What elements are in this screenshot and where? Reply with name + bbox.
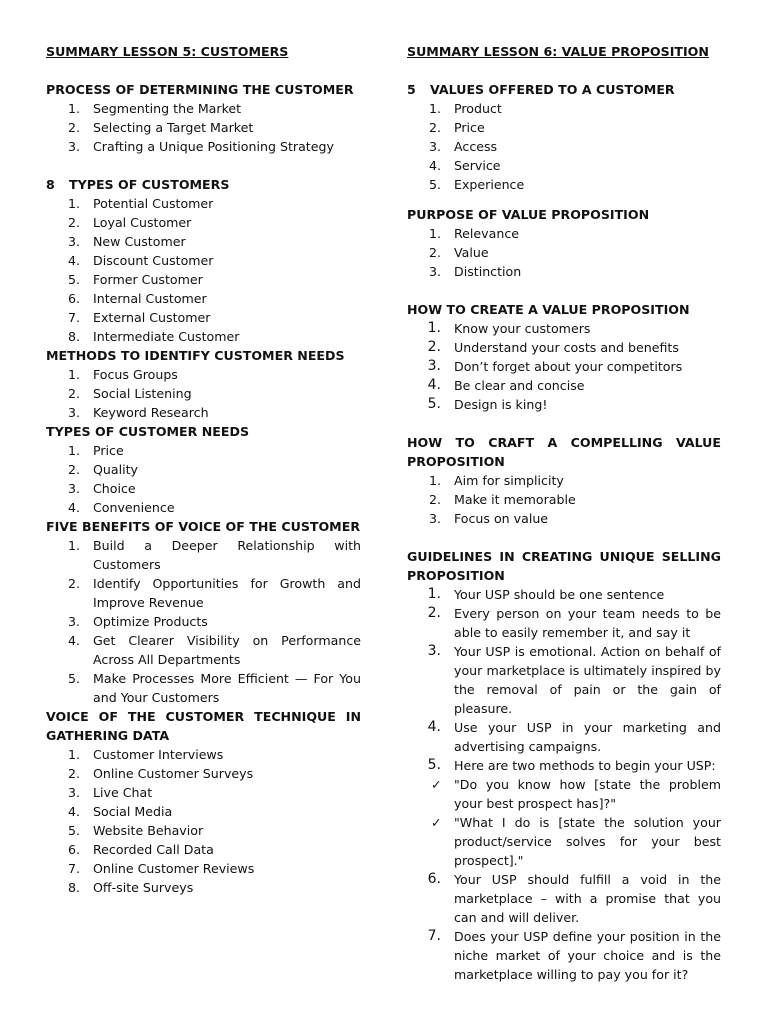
list-item: 3. Access [428,139,498,154]
section-heading: PROCESS OF DETERMINING THE CUSTOMER [46,82,354,97]
list-item: 4. Get Clearer Visibility on Performance Across All Departments [67,633,361,667]
list-item: 4. Social Media [67,804,173,819]
numbered-list [46,536,361,707]
right-column [407,42,721,984]
section-heading: FIVE BENEFITS OF VOICE OF THE CUSTOMER [46,519,361,534]
list-item: 2. Online Customer Surveys [67,766,254,781]
list-item: 1. Customer Interviews [67,747,224,762]
list-item: 1. Build a Deeper Relationship with Customers [67,538,361,572]
list-item: 5. Here are two methods to begin your USP: [427,757,716,773]
list-item: 7. Does your USP define your position in the niche market of your choice and is the marketplace willing to pay you for it? [427,928,721,982]
lesson6-title: SUMMARY LESSON 6: VALUE PROPOSITION [407,44,709,59]
list-item: 1. Price [67,443,124,458]
list-item: 1. Know your customers [427,320,591,336]
list-item: 3. New Customer [67,234,186,249]
section-heading: METHODS TO IDENTIFY CUSTOMER NEEDS [46,348,345,363]
list-item: 3. Optimize Products [67,614,208,629]
list-item: 1. Your USP should be one sentence [427,586,665,602]
list-item: 5. Former Customer [67,272,203,287]
numbered-list [407,471,721,528]
list-item: 4. Discount Customer [67,253,214,268]
list-item: 1. Relevance [428,226,520,241]
list-item: 5. Experience [428,177,525,192]
numbered-list [46,99,361,156]
list-item: 1. Segmenting the Market [67,101,242,116]
list-item: 3. Your USP is emotional. Action on behalf of your marketplace is ultimately inspired by the removal of pain or the gain of pleasure. [427,643,721,716]
list-item: 2. Selecting a Target Market [67,120,254,135]
list-item: 2. Quality [67,462,139,477]
list-item: 6. Recorded Call Data [67,842,214,857]
section-heading: TYPES OF CUSTOMER NEEDS [46,424,250,439]
numbered-list [46,365,361,422]
lesson5-title: SUMMARY LESSON 5: CUSTOMERS [46,44,289,59]
list-item: 3. Keyword Research [67,405,209,420]
list-item: ✓ "What I do is [state the solution your product/service solves for your best prospect]." [431,815,721,868]
numbered-list [46,745,361,897]
list-item: 8. Intermediate Customer [67,329,240,344]
section-heading: HOW TO CRAFT A COMPELLING VALUE PROPOSITION [407,435,721,469]
list-item: 2. Loyal Customer [67,215,192,230]
list-item: 7. Online Customer Reviews [67,861,255,876]
list-item: 1. Aim for simplicity [428,473,564,488]
list-item: 4. Use your USP in your marketing and advertising campaigns. [427,719,721,754]
numbered-list [407,224,721,281]
list-item: 5. Design is king! [427,396,548,412]
numbered-list [407,99,721,194]
list-item: 2. Price [428,120,485,135]
list-item: 2. Identify Opportunities for Growth and Improve Revenue [67,576,361,610]
section-heading: 8 TYPES OF CUSTOMERS [46,177,230,192]
numbered-list [46,194,361,346]
list-item: ✓ "Do you know how [state the problem your best prospect has]?" [431,777,721,811]
list-item: 1. Focus Groups [67,367,178,382]
list-item: 2. Social Listening [67,386,192,401]
list-item: 4. Service [428,158,501,173]
list-item: 4. Convenience [67,500,175,515]
list-item: 3. Distinction [428,264,522,279]
section-heading: PURPOSE OF VALUE PROPOSITION [407,207,650,222]
list-item: 2. Value [428,245,489,260]
left-column [46,42,361,897]
list-item: 5. Website Behavior [67,823,204,838]
list-item: 8. Off-site Surveys [67,880,194,895]
list-item: 1. Potential Customer [67,196,214,211]
list-item: 6. Your USP should fulfill a void in the marketplace – with a promise that you can and will deliver. [427,871,721,925]
checkmark-icon: ✓ [431,815,442,830]
list-item: 1. Product [428,101,502,116]
list-item: 6. Internal Customer [67,291,207,306]
list-item: 4. Be clear and concise [427,377,585,393]
list-item: 2. Make it memorable [428,492,576,507]
numbered-list [407,319,721,414]
section-heading: HOW TO CREATE A VALUE PROPOSITION [407,302,690,317]
section-heading: GUIDELINES IN CREATING UNIQUE SELLING PROPOSITION [407,549,721,583]
list-item: 3. Focus on value [428,511,549,526]
numbered-list [407,585,721,984]
list-item: 5. Make Processes More Efficient — For You and Your Customers [67,671,361,705]
list-item: 3. Don’t forget about your competitors [427,358,683,374]
list-item: 7. External Customer [67,310,211,325]
list-item: 3. Live Chat [67,785,153,800]
list-item: 2. Understand your costs and benefits [427,339,679,355]
list-item: 2. Every person on your team needs to be able to easily remember it, and say it [427,605,721,640]
numbered-list [46,441,361,517]
section-heading: 5 VALUES OFFERED TO A CUSTOMER [407,82,675,97]
list-item: 3. Choice [67,481,136,496]
section-heading: VOICE OF THE CUSTOMER TECHNIQUE IN GATHERING DATA [46,709,361,743]
list-item: 3. Crafting a Unique Positioning Strategy [67,139,334,154]
checkmark-icon: ✓ [431,777,442,792]
